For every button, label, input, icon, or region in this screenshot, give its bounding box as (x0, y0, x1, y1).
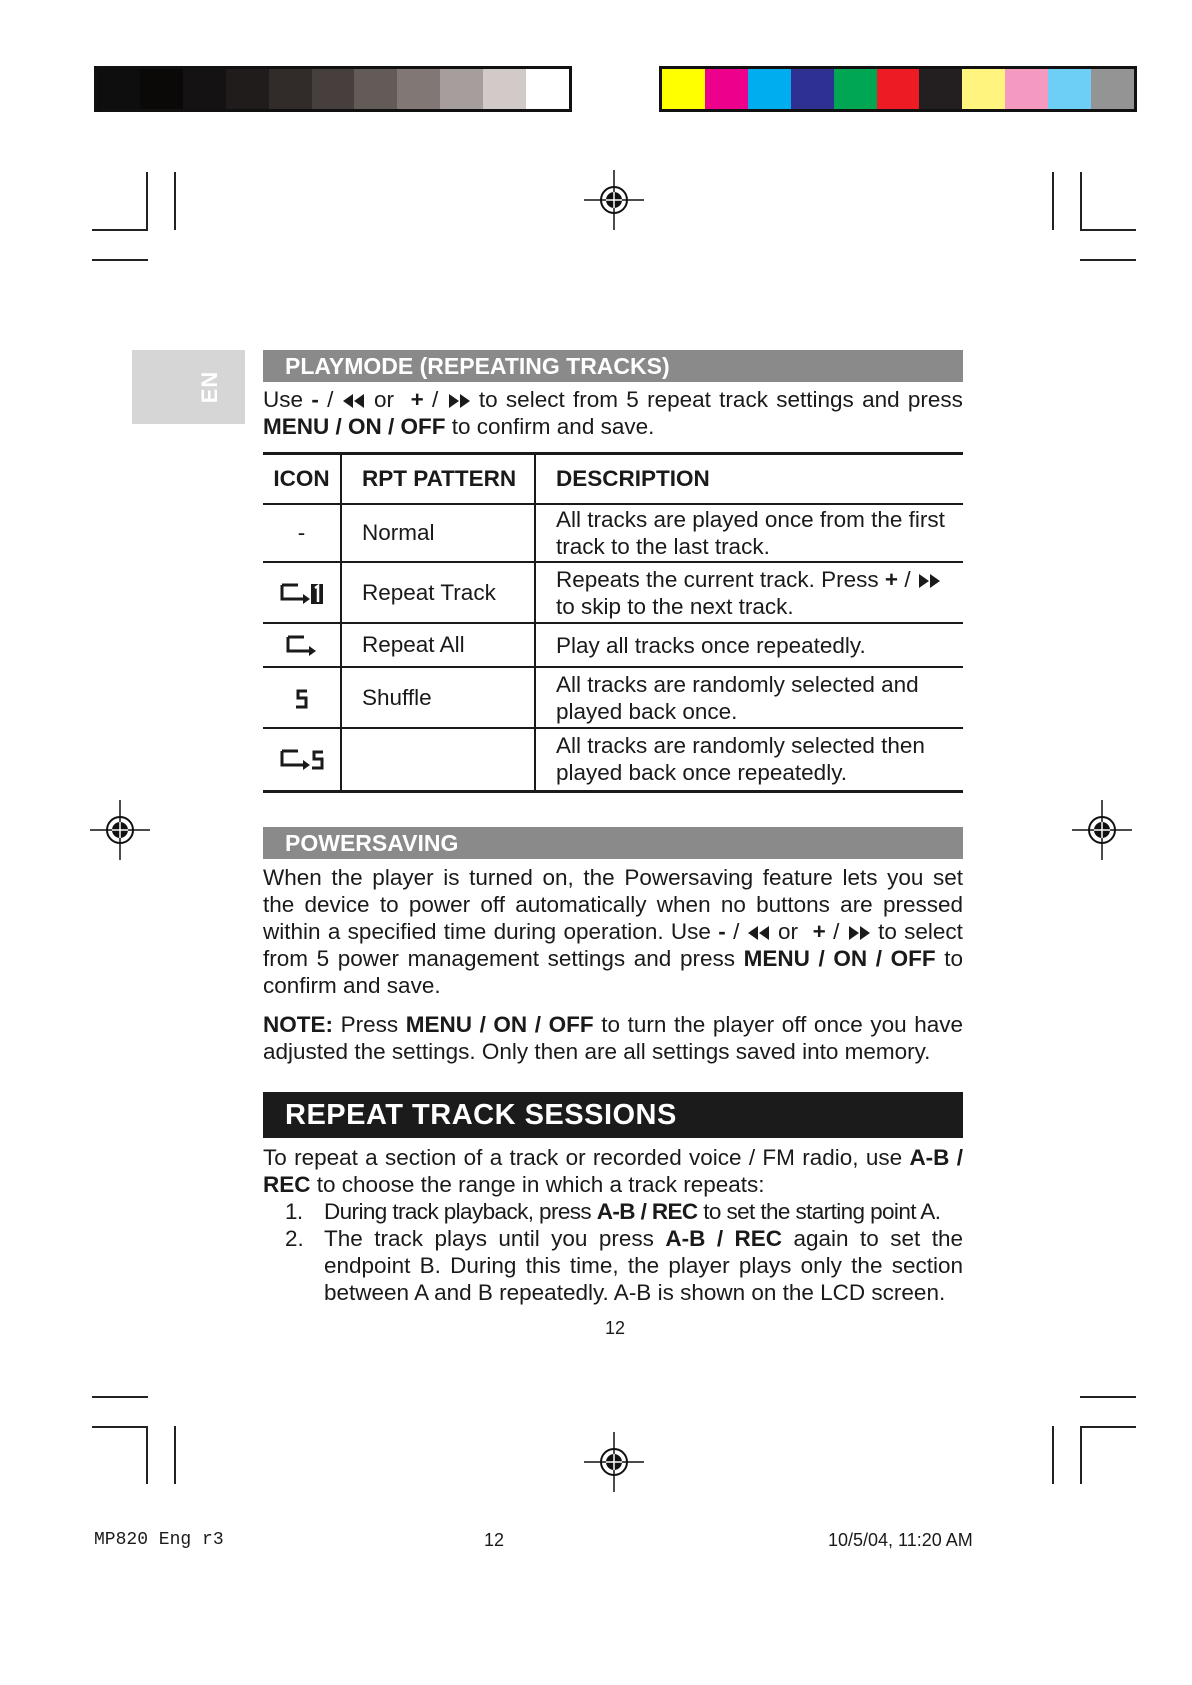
repeat-steps-list (263, 1198, 963, 1306)
table-row (263, 623, 963, 667)
playmode-section (263, 350, 963, 793)
crop-mark (1052, 172, 1054, 230)
table-cell-description: All tracks are randomly selected then played back once repeatedly. (535, 728, 963, 791)
crop-mark (1080, 259, 1136, 261)
crop-mark (92, 229, 148, 231)
calibration-swatch (877, 69, 920, 109)
footer-center: 12 (484, 1530, 505, 1550)
rewind-icon (747, 925, 771, 941)
list-item: 2. The track plays until you press A-B / REC again to set the endpoint B. During this time, the player plays only the section between A and B repeatedly. A-B is shown on the LCD screen. (285, 1226, 963, 1305)
powersaving-section (263, 827, 963, 1065)
repeat-sessions-section (263, 1092, 963, 1306)
calibration-swatch (183, 69, 226, 109)
fast-forward-icon (447, 393, 471, 409)
playmode-intro: Use - / or + / to select from 5 repeat track settings and press MENU / ON / OFF to confirm and save. (263, 387, 963, 439)
table-cell-pattern: Repeat All (341, 623, 535, 667)
repeat-sessions-intro: To repeat a section of a track or recorded voice / FM radio, use A-B / REC to choose the range in which a track repeats: (263, 1145, 963, 1197)
calibration-swatch (791, 69, 834, 109)
powersaving-text: When the player is turned on, the Powersaving feature lets you set the device to power off automatically when no buttons are pressed within a specified time during operation. Use - / or + / to select from 5 power management settings and press MENU / ON / OFF to confirm and save. (263, 865, 963, 998)
table-header: ICON (263, 454, 341, 505)
registration-mark-icon (1072, 800, 1132, 860)
calibration-swatch (226, 69, 269, 109)
repeat-all-icon (285, 634, 319, 658)
crop-mark (146, 172, 148, 230)
crop-mark (92, 1396, 148, 1398)
table-cell-icon (263, 562, 341, 623)
repeat-mode-table (263, 452, 963, 793)
crop-mark (1080, 1426, 1136, 1428)
calibration-swatch (397, 69, 440, 109)
powersaving-heading: POWERSAVING (263, 827, 963, 859)
language-tab-label: EN (197, 370, 222, 404)
table-cell-description: Repeats the current track. Press + / to skip to the next track. (535, 562, 963, 623)
calibration-swatch (662, 69, 705, 109)
crop-mark (146, 1426, 148, 1484)
table-cell-icon (263, 728, 341, 791)
shuffle-icon (294, 687, 310, 711)
table-cell-description: Play all tracks once repeatedly. (535, 623, 963, 667)
calibration-swatch (919, 69, 962, 109)
calibration-swatch (354, 69, 397, 109)
calibration-swatch (440, 69, 483, 109)
crop-mark (92, 259, 148, 261)
table-row (263, 504, 963, 562)
repeat-one-icon (279, 582, 325, 606)
crop-mark (1080, 229, 1136, 231)
playmode-heading: PLAYMODE (REPEATING TRACKS) (263, 350, 963, 382)
table-cell-description: All tracks are randomly selected and played back once. (535, 667, 963, 728)
table-row (263, 728, 963, 791)
grayscale-calibration-bar (94, 66, 572, 112)
registration-mark-icon (584, 170, 644, 230)
crop-mark (1052, 1426, 1054, 1484)
powersaving-note: NOTE: Press MENU / ON / OFF to turn the player off once you have adjusted the settings. Only then are all settings saved into memory. (263, 1012, 963, 1064)
list-item: 1. During track playback, press A-B / REC to set the starting point A. (285, 1199, 941, 1224)
fast-forward-icon (847, 925, 871, 941)
crop-mark (174, 172, 176, 230)
table-row (263, 562, 963, 623)
table-cell-pattern (341, 728, 535, 791)
table-header: RPT PATTERN (341, 454, 535, 505)
table-row (263, 667, 963, 728)
color-calibration-bar (659, 66, 1137, 112)
calibration-swatch (140, 69, 183, 109)
table-cell-icon (263, 667, 341, 728)
crop-mark (1080, 1426, 1082, 1484)
calibration-swatch (705, 69, 748, 109)
footer-left: MP820 Eng r3 (94, 1530, 224, 1550)
footer-right: 10/5/04, 11:20 AM (828, 1530, 973, 1550)
calibration-swatch (269, 69, 312, 109)
table-cell-pattern: Shuffle (341, 667, 535, 728)
table-cell-icon (263, 623, 341, 667)
calibration-swatch (1048, 69, 1091, 109)
crop-mark (1080, 1396, 1136, 1398)
calibration-swatch (1005, 69, 1048, 109)
crop-mark (92, 1426, 148, 1428)
crop-mark (1080, 172, 1082, 230)
registration-mark-icon (584, 1432, 644, 1492)
calibration-swatch (834, 69, 877, 109)
rewind-icon (342, 393, 366, 409)
calibration-swatch (97, 69, 140, 109)
table-header-row (263, 454, 963, 505)
fast-forward-icon (917, 573, 941, 589)
crop-mark (174, 1426, 176, 1484)
repeat-shuffle-icon (279, 748, 325, 772)
registration-mark-icon (90, 800, 150, 860)
table-header: DESCRIPTION (535, 454, 963, 505)
table-cell-pattern: Repeat Track (341, 562, 535, 623)
language-tab (132, 350, 245, 424)
calibration-swatch (483, 69, 526, 109)
table-cell-description: All tracks are played once from the first track to the last track. (535, 504, 963, 562)
calibration-swatch (526, 69, 569, 109)
calibration-swatch (748, 69, 791, 109)
calibration-swatch (962, 69, 1005, 109)
table-cell-pattern: Normal (341, 504, 535, 562)
calibration-swatch (312, 69, 355, 109)
table-cell-icon: - (263, 504, 341, 562)
page-number: 12 (604, 1318, 626, 1338)
calibration-swatch (1091, 69, 1134, 109)
repeat-sessions-heading: REPEAT TRACK SESSIONS (263, 1092, 963, 1138)
